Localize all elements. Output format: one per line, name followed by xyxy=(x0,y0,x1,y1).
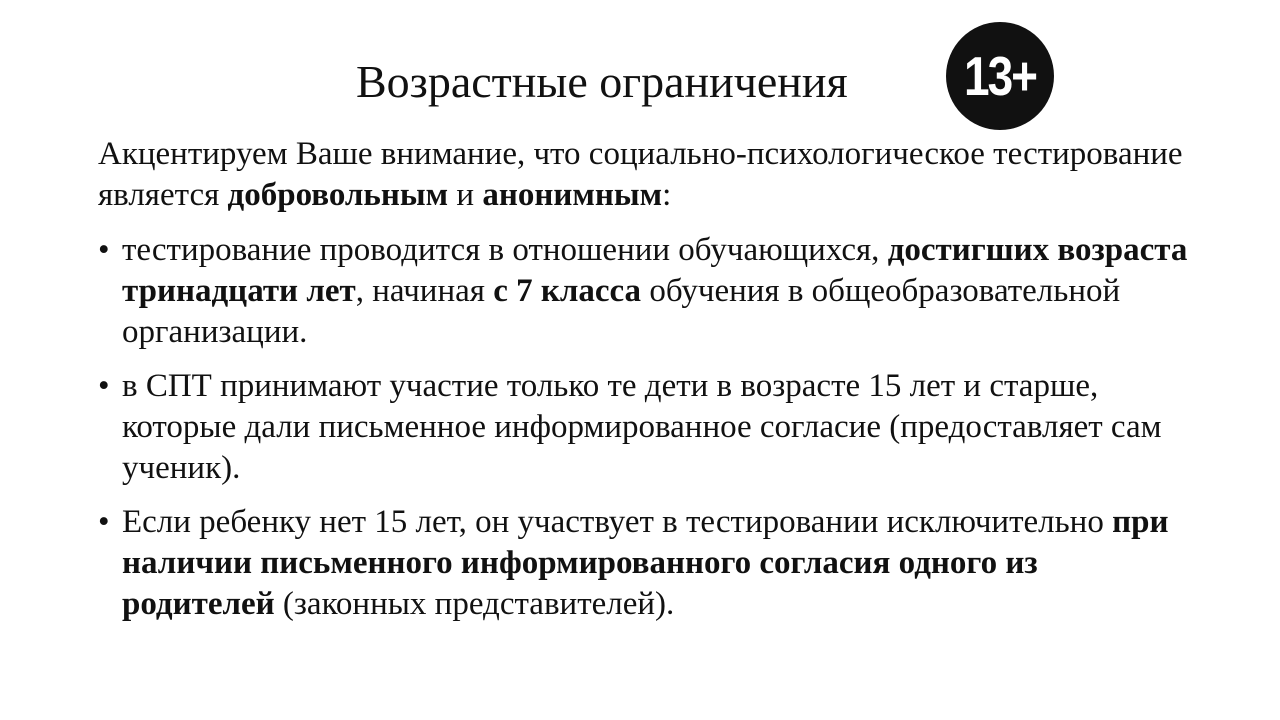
age-rating-badge-icon xyxy=(946,22,1054,130)
bullet-1-text-3: обучения в общеобразовательной организации. xyxy=(122,273,1121,350)
bullet-icon: • xyxy=(98,368,110,404)
slide-content xyxy=(98,134,1198,638)
bullet-item-age-15 xyxy=(98,366,1198,489)
intro-text-3: : xyxy=(662,177,672,213)
intro-paragraph xyxy=(98,134,1198,216)
intro-text-2: и xyxy=(448,177,483,213)
bullet-icon: • xyxy=(98,504,110,540)
bullet-3-text-1: Если ребенку нет 15 лет, он участвует в тестировании исключительно xyxy=(122,504,1113,540)
intro-text-1: Акцентируем Ваше внимание, что социально-психологическое тестирование является xyxy=(98,136,1183,213)
bullet-list xyxy=(98,230,1198,625)
bullet-1-text-1: тестирование проводится в отношении обучающихся, xyxy=(122,232,888,268)
bullet-1-bold-1: достигших возраста тринадцати лет xyxy=(122,232,1188,309)
age-rating-badge-text: 13+ xyxy=(963,45,1037,107)
bullet-1-bold-2: с 7 класса xyxy=(493,273,642,309)
bullet-icon: • xyxy=(98,232,110,268)
intro-bold-anonymous: анонимным xyxy=(482,177,663,213)
intro-bold-voluntary: добровольным xyxy=(227,177,449,213)
bullet-2-text-1: в СПТ принимают участие только те дети в возрасте 15 лет и старше, которые дали письменное информированное согласие (предоставляет сам ученик). xyxy=(122,368,1162,486)
bullet-item-parent-consent xyxy=(98,502,1198,625)
slide-title: Возрастные ограничения xyxy=(356,56,848,107)
bullet-item-age-13 xyxy=(98,230,1198,353)
bullet-3-bold-1: при наличии письменного информированного согласия одного из родителей xyxy=(122,504,1169,622)
bullet-1-text-2: , начиная xyxy=(355,273,494,309)
bullet-3-text-2: (законных представителей). xyxy=(274,586,675,622)
